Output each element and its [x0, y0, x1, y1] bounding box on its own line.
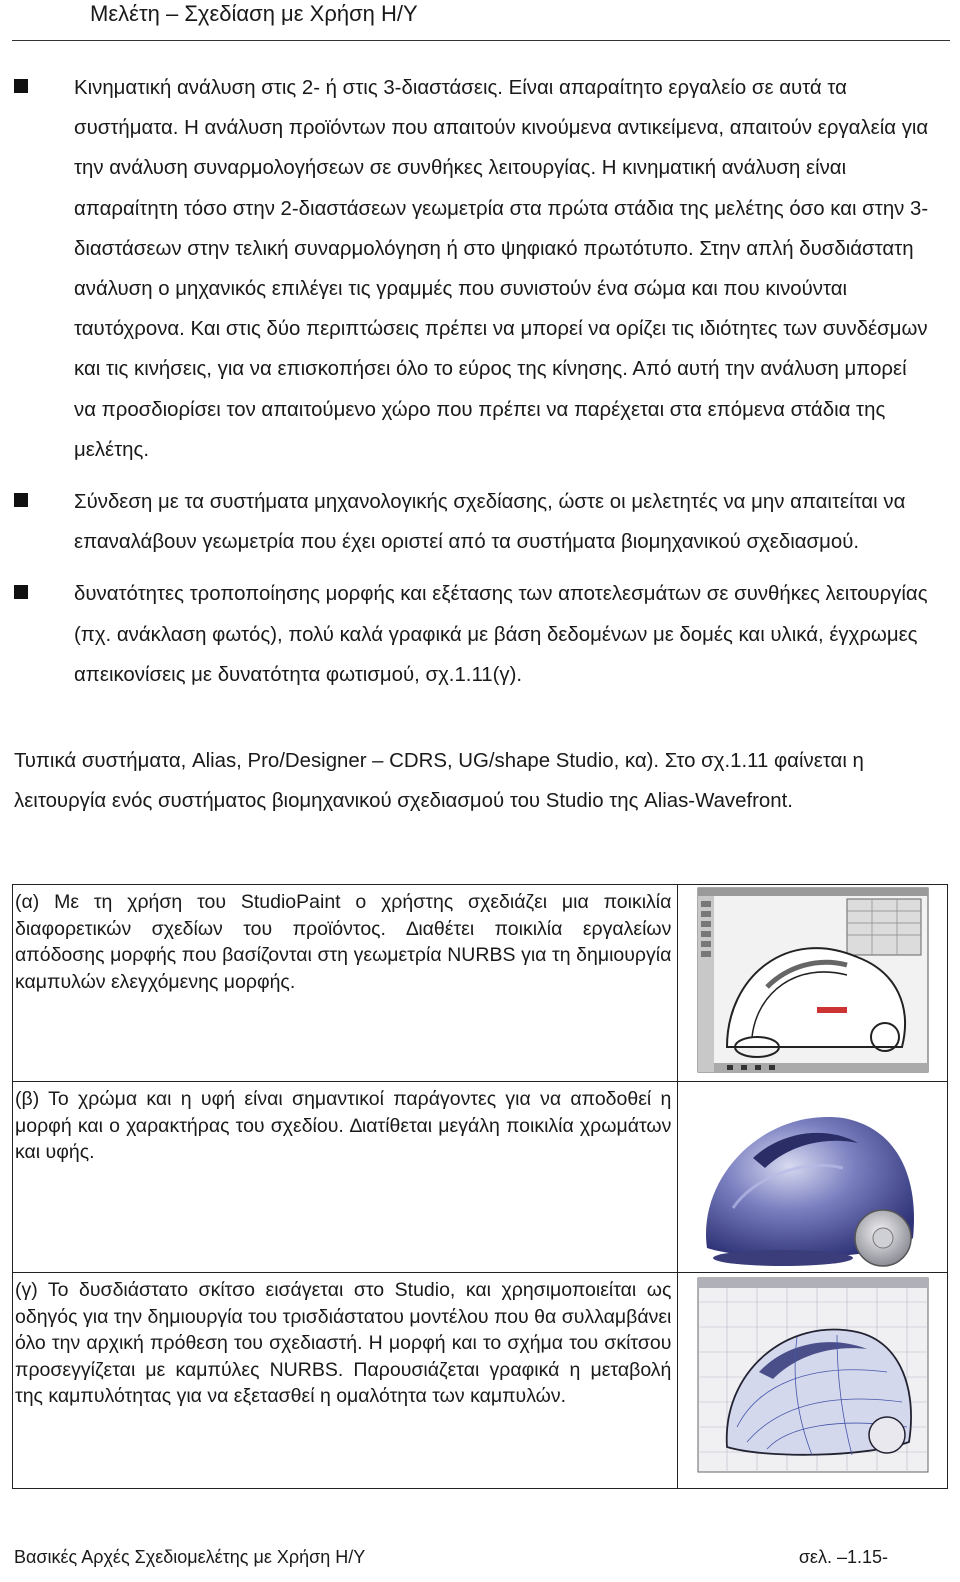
studiopaint-sketch-image — [678, 885, 948, 1082]
bullet-text: δυνατότητες τροποποίησης μορφής και εξέτασης των αποτελεσμάτων σε συνθήκες λειτουργίας (πχ. ανάκλαση φωτός), πολύ καλά γραφικά με βάση δεδομένων με δομές και υλικά, έγχρωμες απεικονίσεις με δυνατότητα φωτισμού, σχ.1.11(γ). — [74, 583, 928, 686]
figure-caption: (γ) Το δυσδιάστατο σκίτσο εισάγεται στο Studio, και χρησιμοποιείται ως οδηγός για την δημιουργία του τρισδιάστατου μοντέλου που θα συλλαμβάνει όλο την αρχική πρόθεση του σχεδιαστή. Η μορφή και το σχήμα του σκίτσου προσεγγίζεται με καμπύλες NURBS. Παρουσιάζεται γραφικά η μεταβολή της καμπυλότητας για να εξετασθεί η ομαλότητα των καμπυλών. — [13, 1273, 678, 1489]
footer-title: Βασικές Αρχές Σχεδιομελέτης με Χρήση Η/Υ — [14, 1547, 366, 1567]
rendered-product-image — [678, 1082, 948, 1273]
figure-row — [13, 885, 948, 1082]
list-item — [14, 574, 944, 695]
page-header: Μελέτη – Σχεδίαση με Χρήση Η/Υ — [90, 1, 418, 26]
figure-caption: (β) Το χρώμα και η υφή είναι σημαντικοί παράγοντες για να αποδοθεί η μορφή και ο χαρακτήρας του σχεδίου. ∆ιατίθεται μεγάλη ποικιλία χρωμάτων και υφής. — [13, 1082, 678, 1273]
bullet-text: Σύνδεση με τα συστήματα μηχανολογικής σχεδίασης, ώστε οι μελετητές να μην απαιτείται να επαναλάβουν γεωμετρία που έχει οριστεί από τα συστήματα βιομηχανικού σχεδιασμού. — [74, 491, 906, 554]
square-bullet-icon — [14, 585, 28, 599]
nurbs-wireframe-image — [678, 1273, 948, 1489]
header-divider — [12, 40, 950, 41]
list-item — [14, 68, 944, 470]
square-bullet-icon — [14, 79, 28, 93]
body-paragraph: Τυπικά συστήματα, Alias, Pro/Designer – CDRS, UG/shape Studio, κα). Στο σχ.1.11 φαίνεται η λειτουργία ενός συστήματος βιομηχανικού σχεδιασμού του Studio της Alias-Wavefront. — [14, 750, 864, 812]
page-number: σελ. –1.15- — [798, 1547, 888, 1567]
figure-row — [13, 1273, 948, 1489]
figure-row — [13, 1082, 948, 1273]
figure-caption: (α) Με τη χρήση του StudioPaint ο χρήστης σχεδιάζει μια ποικιλία διαφορετικών σχεδίων του προϊόντος. ∆ιαθέτει ποικιλία εργαλείων απόδοσης μορφής που βασίζονται στη γεωμετρία NURBS για τη δημιουργία καμπυλών ελεγχόμενης μορφής. — [13, 885, 678, 1082]
bullet-text: Κινηματική ανάλυση στις 2- ή στις 3-διαστάσεις. Είναι απαραίτητο εργαλείο σε αυτά τα συστήματα. Η ανάλυση προϊόντων που απαιτούν κινούμενα αντικείμενα, απαιτούν εργαλεία για την ανάλυση συναρμολογήσεων σε συνθήκες λειτουργίας. Η κινηματική ανάλυση είναι απαραίτητη τόσο στην 2-διαστάσεων γεωμετρία στα πρώτα στάδια της μελέτης όσο και στην 3-διαστάσεων στην τελική συναρμολόγηση ή στο ψηφιακό πρωτότυπο. Στην απλή δυσδιάστατη ανάλυση ο μηχανικός επιλέγει τις γραμμές που συνιστούν ένα σώμα και που κινούνται ταυτόχρονα. Και στις δύο περιπτώσεις πρέπει να μπορεί να ορίζει τις ιδιότητες των συνδέσμων και τις κινήσεις, για να επισκοπήσει όλο το εύρος της κίνησης. Από αυτή την ανάλυση μπορεί να προσδιορίσει τον απαιτούμενο χώρο που πρέπει να παρέχεται στα επόμενα στάδια της μελέτης. — [74, 77, 929, 461]
figure-table — [12, 884, 948, 1489]
list-item — [14, 482, 944, 562]
square-bullet-icon — [14, 493, 28, 507]
bullet-list — [14, 68, 944, 707]
